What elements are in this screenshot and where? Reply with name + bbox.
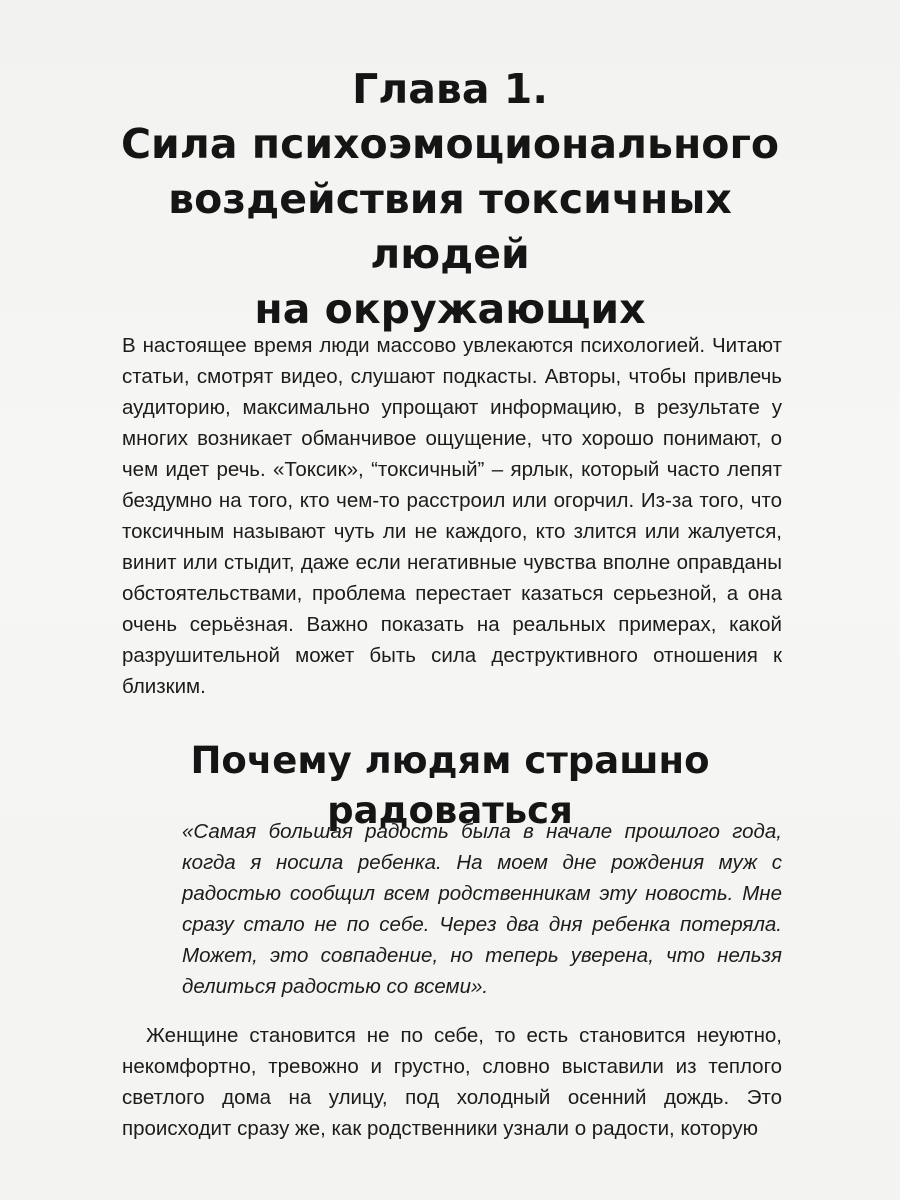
chapter-title-line-2: воздействия токсичных людей — [168, 175, 732, 278]
chapter-title-line-1: Сила психоэмоционального — [120, 120, 780, 168]
section-heading: Почему людям страшно радоваться — [190, 739, 710, 832]
quote-block: «Самая большая радость была в начале прошлого года, когда я носила ребенка. На моем дне рождения муж с радостью сообщил всем родственникам эту новость. Мне сразу стало не по себе. Через два дня ребенка потеряла. Может, это совпадение, но теперь уверена, что нельзя делиться радостью со всеми». — [182, 820, 782, 998]
chapter-title-line-3: на окружающих — [254, 285, 646, 333]
chapter-title — [120, 62, 780, 337]
chapter-number: Глава 1. — [352, 65, 548, 113]
closing-paragraph: Женщине становится не по себе, то есть становится неуютно, некомфортно, тревожно и грустно, словно выставили из теплого светлого дома на улицу, под холодный осенний дождь. Это происходит сразу же, как родственники узнали о радости, которую — [122, 1024, 782, 1140]
intro-paragraph: В настоящее время люди массово увлекаются психологией. Читают статьи, смотрят видео, слушают подкасты. Авторы, чтобы привлечь аудиторию, максимально упрощают информацию, в результате у многих возникает обманчивое ощущение, что хорошо понимают, о чем идет речь. «Токсик», “токсичный” – ярлык, который часто лепят бездумно на того, кто чем-то расстроил или огорчил. Из-за того, что токсичным называют чуть ли не каждого, кто злится или жалуется, винит или стыдит, даже если негативные чувства вполне оправданы обстоятельствами, проблема перестает казаться серьезной, а она очень серьёзная. Важно показать на реальных примерах, какой разрушительной может быть сила деструктивного отношения к близким. — [122, 334, 782, 698]
